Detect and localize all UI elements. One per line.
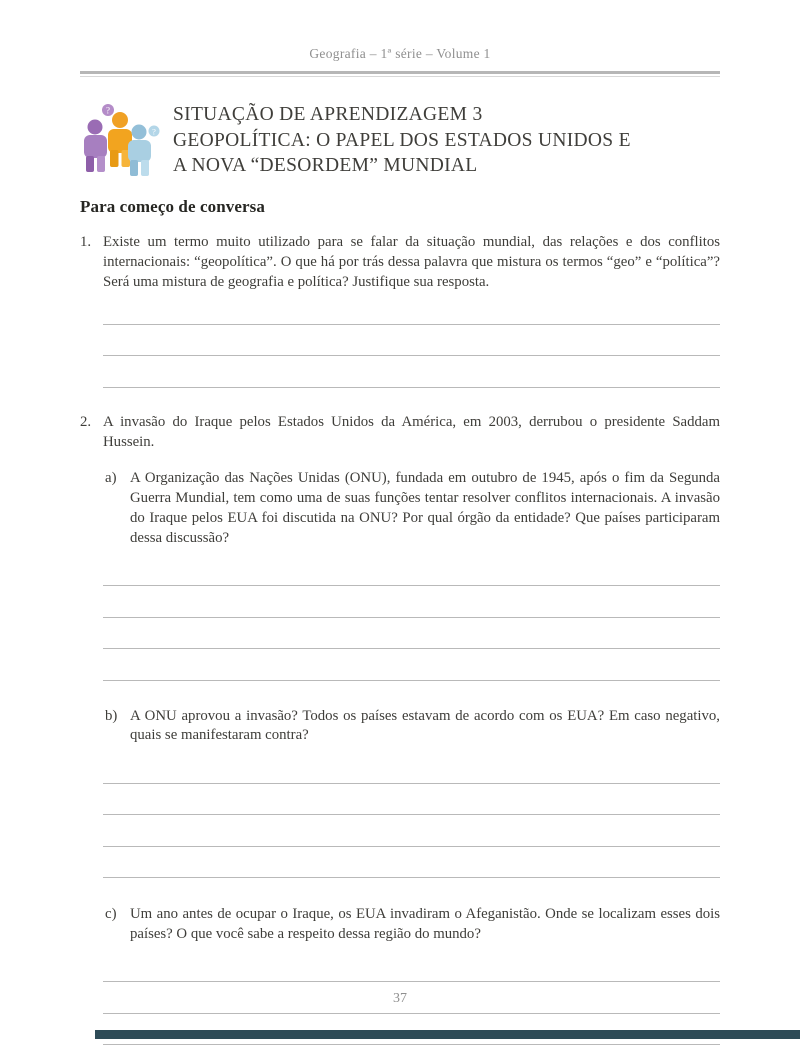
answer-line — [103, 847, 720, 879]
subquestion-b-answer-lines — [103, 752, 720, 878]
question-1-text: Existe um termo muito utilizado para se falar da situação mundial, das relações e dos conflitos internacionais: “geopolítica”. O que há por trás dessa palavra que mistura os termos “geo” e “política”? Será uma mistura de geografia e política? Justifique sua resposta. — [103, 234, 720, 290]
question-bubble-icon — [102, 104, 114, 116]
answer-line — [103, 293, 720, 325]
subquestion-c — [105, 905, 720, 945]
answer-line — [103, 618, 720, 650]
subquestion-b — [105, 707, 720, 747]
subquestion-b-letter: b) — [105, 707, 118, 724]
header-rule — [80, 71, 720, 77]
answer-line — [103, 356, 720, 388]
question-2-text: A invasão do Iraque pelos Estados Unidos da América, em 2003, derrubou o presidente Saddam Hussein. — [103, 413, 720, 450]
header-rule-thin — [80, 76, 720, 77]
subquestion-a-letter: a) — [105, 470, 117, 487]
lesson-header — [80, 100, 720, 182]
running-header: Geografia – 1ª série – Volume 1 — [309, 46, 491, 61]
question-1-number: 1. — [80, 234, 92, 250]
page-number: 37 — [393, 991, 407, 1006]
lesson-title-line3: A NOVA “DESORDEM” MUNDIAL — [173, 155, 478, 176]
subquestion-a-answer-lines — [103, 555, 720, 681]
footer-bar — [95, 1030, 800, 1039]
blue-person-icon — [128, 125, 151, 177]
section-heading: Para começo de conversa — [80, 197, 265, 216]
subquestion-c-text: Um ano antes de ocupar o Iraque, os EUA invadiram o Afeganistão. Onde se localizam esses dois países? O que você sabe a respeito dessa região do mundo? — [130, 906, 720, 943]
answer-line — [103, 784, 720, 816]
lesson-title-line2: GEOPOLÍTICA: O PAPEL DOS ESTADOS UNIDOS E — [173, 129, 631, 151]
orange-person-icon — [108, 112, 132, 167]
answer-line — [103, 951, 720, 983]
question-1 — [80, 233, 720, 292]
question-2 — [80, 413, 720, 453]
subquestion-b-text: A ONU aprovou a invasão? Todos os países estavam de acordo com os EUA? Em caso negativo, quais se manifestaram contra? — [130, 707, 720, 744]
svg-text:?: ? — [106, 105, 110, 116]
answer-line — [103, 325, 720, 357]
lesson-title-line1: SITUAÇÃO DE APRENDIZAGEM 3 — [173, 104, 483, 125]
subquestion-c-letter: c) — [105, 906, 117, 923]
question-1-answer-lines — [103, 293, 720, 388]
lesson-title — [173, 100, 631, 179]
svg-text:?: ? — [152, 126, 156, 137]
subquestion-a-text: A Organização das Nações Unidas (ONU), fundada em outubro de 1945, após o fim da Segunda Guerra Mundial, tem como uma de suas funções tentar resolver conflitos internacionais. A invasão do Iraque pelos EUA foi discutida na ONU? Por qual órgão da entidade? Que países participaram dessa discussão? — [130, 470, 720, 546]
answer-line — [103, 752, 720, 784]
answer-line — [103, 649, 720, 681]
question-bubble-icon — [149, 126, 160, 137]
page-content — [80, 100, 720, 1045]
answer-line — [103, 555, 720, 587]
three-people-discussion-icon — [80, 100, 160, 182]
question-2-number: 2. — [80, 413, 92, 430]
purple-person-icon — [84, 120, 107, 173]
subquestion-a — [105, 469, 720, 548]
answer-line — [103, 586, 720, 618]
header-rule-thick — [80, 71, 720, 74]
answer-line — [103, 815, 720, 847]
